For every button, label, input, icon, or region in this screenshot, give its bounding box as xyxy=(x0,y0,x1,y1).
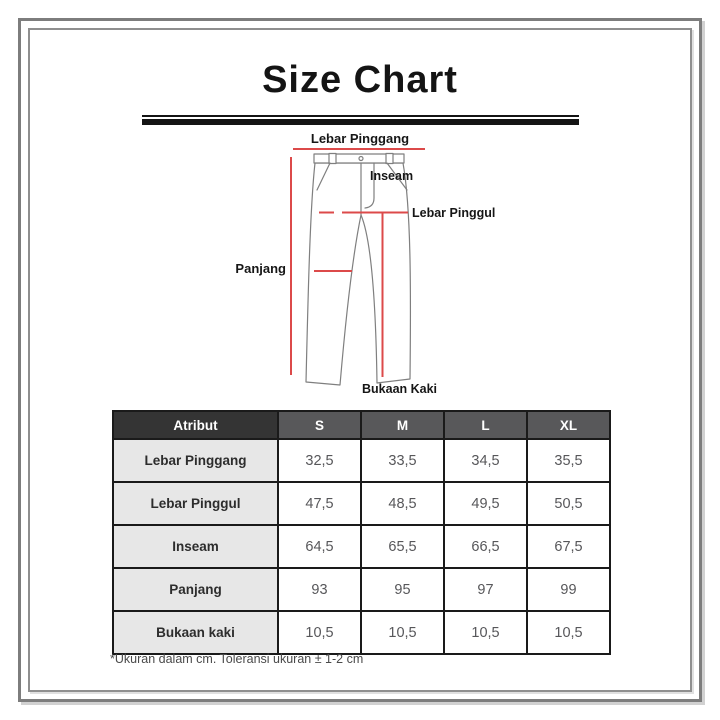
value-cell: 65,5 xyxy=(361,525,444,568)
table-row xyxy=(113,525,610,568)
leg-opening-label: Bukaan Kaki xyxy=(362,382,438,396)
value-cell: 10,5 xyxy=(527,611,610,654)
hip-label: Lebar Pinggul xyxy=(412,206,496,220)
column-header-size-xl: XL xyxy=(527,411,610,439)
value-cell: 34,5 xyxy=(444,439,527,482)
column-header-size-l: L xyxy=(444,411,527,439)
inseam-label: Inseam xyxy=(370,169,414,183)
column-header-size-m: M xyxy=(361,411,444,439)
attribute-cell: Panjang xyxy=(113,568,278,611)
attribute-cell: Lebar Pinggul xyxy=(113,482,278,525)
divider-thick-line xyxy=(142,119,579,125)
waist-label: Lebar Pinggang xyxy=(310,131,410,146)
table-row xyxy=(113,568,610,611)
size-tolerance-note: *Ukuran dalam cm. Toleransi ukuran ± 1-2 cm xyxy=(110,652,364,666)
length-label: Panjang xyxy=(235,261,286,276)
table-header-row xyxy=(113,411,610,439)
value-cell: 67,5 xyxy=(527,525,610,568)
value-cell: 10,5 xyxy=(361,611,444,654)
value-cell: 50,5 xyxy=(527,482,610,525)
value-cell: 47,5 xyxy=(278,482,361,525)
value-cell: 35,5 xyxy=(527,439,610,482)
table-row xyxy=(113,482,610,525)
column-header-size-s: S xyxy=(278,411,361,439)
value-cell: 10,5 xyxy=(278,611,361,654)
column-header-attribute: Atribut xyxy=(113,411,278,439)
belt-loop-right xyxy=(386,154,393,164)
size-table xyxy=(112,410,611,655)
attribute-cell: Bukaan kaki xyxy=(113,611,278,654)
value-cell: 48,5 xyxy=(361,482,444,525)
value-cell: 93 xyxy=(278,568,361,611)
value-cell: 97 xyxy=(444,568,527,611)
pants-outline xyxy=(306,154,410,386)
table-row xyxy=(113,439,610,482)
waist-button xyxy=(359,157,363,161)
title-divider xyxy=(142,115,579,125)
value-cell: 32,5 xyxy=(278,439,361,482)
value-cell: 49,5 xyxy=(444,482,527,525)
value-cell: 33,5 xyxy=(361,439,444,482)
value-cell: 99 xyxy=(527,568,610,611)
page-title: Size Chart xyxy=(262,59,458,101)
table-row xyxy=(113,611,610,654)
belt-loop-left xyxy=(329,154,336,164)
value-cell: 10,5 xyxy=(444,611,527,654)
value-cell: 95 xyxy=(361,568,444,611)
value-cell: 64,5 xyxy=(278,525,361,568)
attribute-cell: Lebar Pinggang xyxy=(113,439,278,482)
attribute-cell: Inseam xyxy=(113,525,278,568)
value-cell: 66,5 xyxy=(444,525,527,568)
pants-body xyxy=(306,163,410,385)
